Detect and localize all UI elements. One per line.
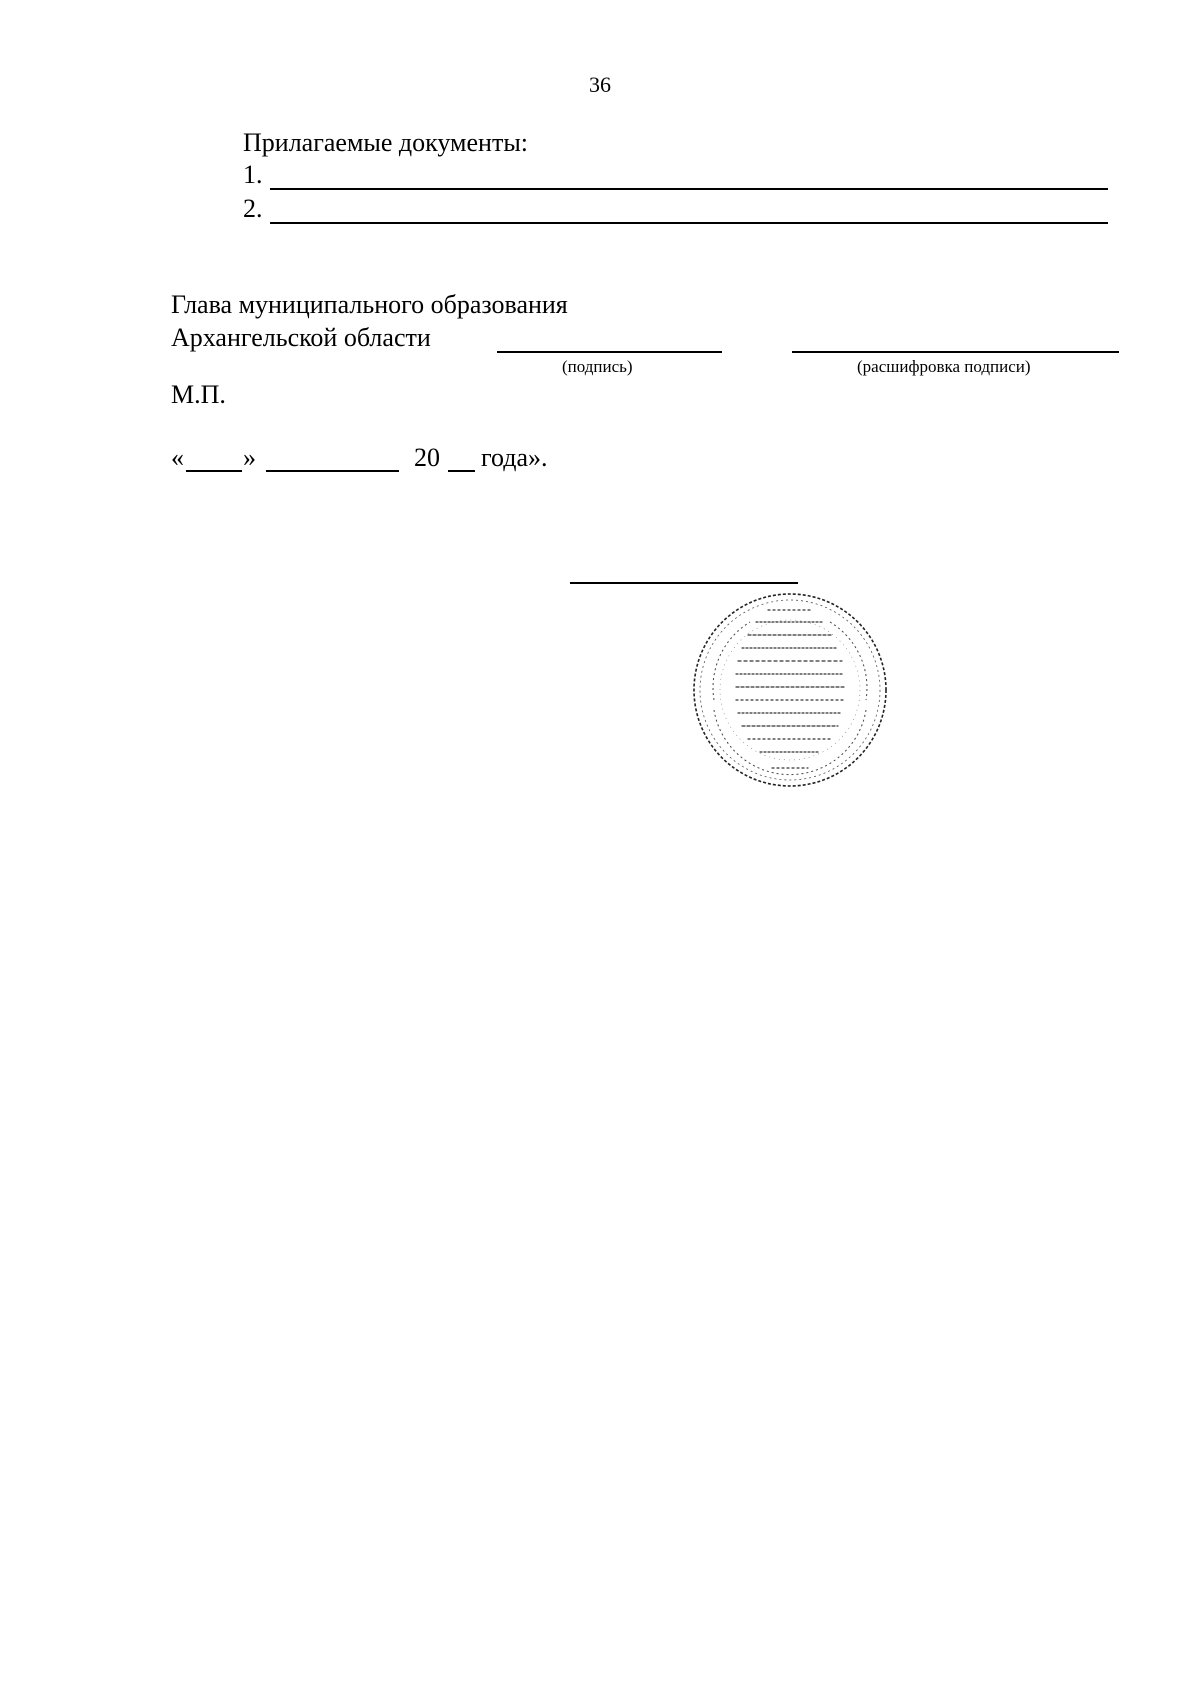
attachments-title: Прилагаемые документы: (243, 128, 529, 157)
signature-caption: (подпись) (562, 357, 633, 376)
date-suffix: года». (481, 443, 548, 472)
signature-line (497, 351, 722, 353)
date-open-quote: « (171, 443, 184, 472)
stamp-outer-ring (694, 594, 886, 786)
date-year-line (448, 470, 475, 472)
seal-place-label: М.П. (171, 380, 226, 409)
attachment-line-1 (270, 188, 1108, 190)
attachment-number: 2. (243, 194, 263, 223)
attachment-number: 1. (243, 160, 263, 189)
stamp-text-marks (736, 610, 844, 768)
date-close-quote: » (243, 443, 256, 472)
signature-decoding-caption: (расшифровка подписи) (857, 357, 1031, 376)
signature-decoding-line (792, 351, 1119, 353)
date-month-line (266, 470, 399, 472)
signatory-title-line1: Глава муниципального образования (171, 290, 568, 319)
date-year-prefix: 20 (414, 443, 440, 472)
attachment-item-2 (243, 194, 263, 224)
page-number: 36 (589, 72, 611, 97)
closing-separator-line (570, 582, 798, 584)
stamp-inner-ring (700, 600, 880, 780)
round-seal-stamp (690, 590, 890, 790)
attachment-item-1 (243, 160, 263, 190)
date-day-line (186, 470, 242, 472)
signatory-title-line2: Архангельской области (171, 323, 431, 352)
attachment-line-2 (270, 222, 1108, 224)
